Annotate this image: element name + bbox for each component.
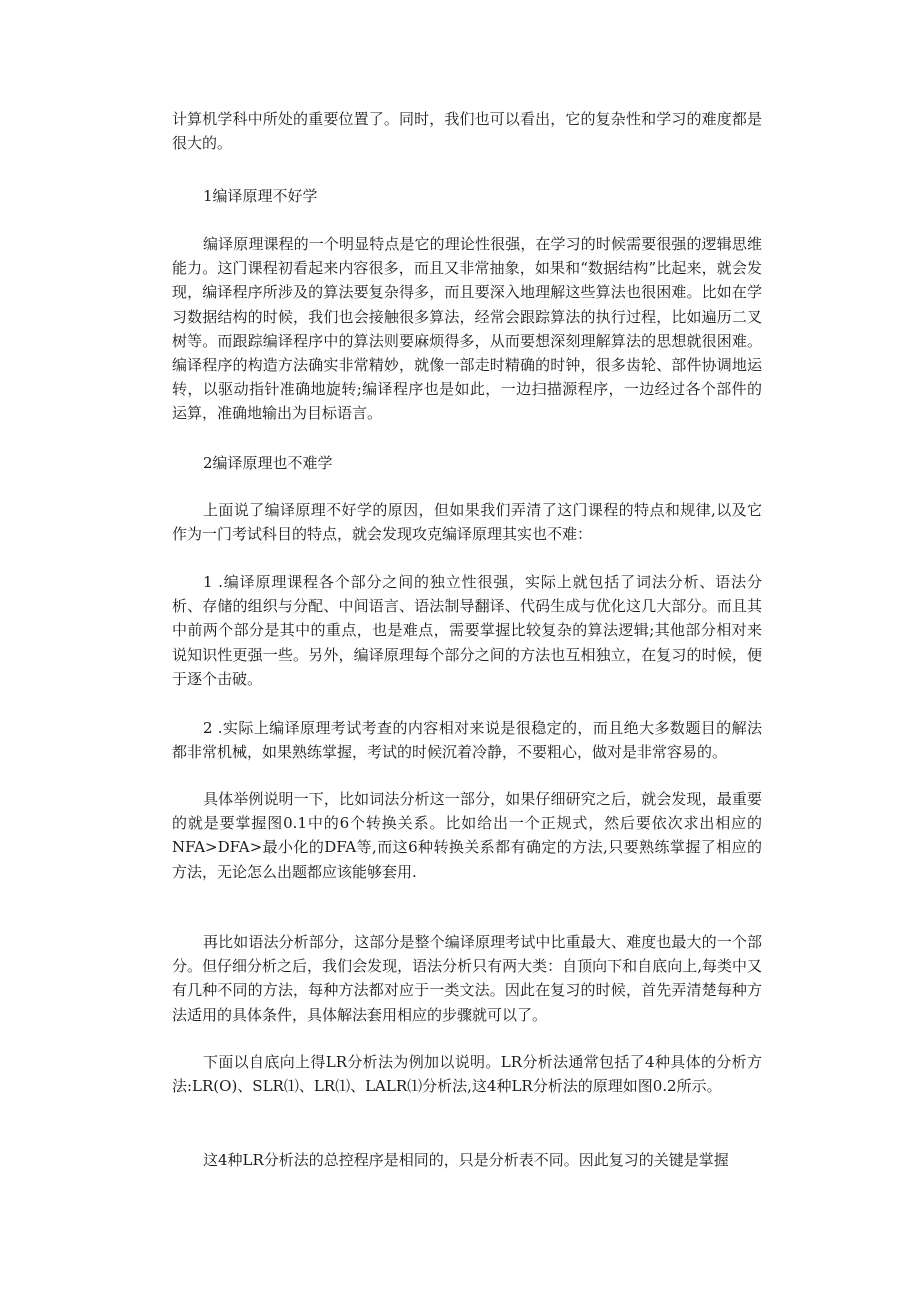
paragraph-syntax-analysis: 再比如语法分析部分，这部分是整个编译原理考试中比重最大、难度也最大的一个部分。但仔细分析之后，我们会发现，语法分析只有两大类：自顶向下和自底向上,每类中又有几种不同的方法，每种方法都对应于一类文法。因此在复习的时候，首先弄清楚每种方法适用的具体条件，具体解法套用相应的步骤就可以了。 <box>172 933 762 1024</box>
paragraph-difficulty: 编译原理课程的一个明显特点是它的理论性很强，在学习的时候需要很强的逻辑思维能力。这门课程初看起来内容很多，而且又非常抽象，如果和“数据结构”比起来，就会发现，编译程序所涉及的算法要复杂得多，而且要深入地理解这些算法也很困难。比如在学习数据结构的时候，我们也会接触很多算法，经常会跟踪算法的执行过程，比如遍历二叉树等。而跟踪编译程序中的算法则要麻烦得多，从而要想深刻理解算法的思想就很困难。编译程序的构造方法确实非常精妙，就像一部走时精确的时钟，很多齿轮、部件协调地运转，以驱动指针准确地旋转;编译程序也是如此，一边扫描源程序，一边经过各个部件的运算，准确地输出为目标语言。 <box>172 235 762 423</box>
paragraph-not-hard: 上面说了编译原理不好学的原因，但如果我们弄清了这门课程的特点和规律,以及它作为一门考试科目的特点，就会发现攻克编译原理其实也不难： <box>172 501 762 544</box>
paragraph-lexical-example: 具体举例说明一下，比如词法分析这一部分，如果仔细研究之后，就会发现，最重要的就是要掌握图0.1中的6个转换关系。比如给出一个正规式，然后要依次求出相应的NFA>DFA>最小化的DFA等,而这6种转换关系都有确定的方法,只要熟练掌握了相应的方法，无论怎么出题都应该能够套用. <box>172 790 762 881</box>
paragraph-point-1: 1 .编译原理课程各个部分之间的独立性很强，实际上就包括了词法分析、语法分析、存储的组织与分配、中间语言、语法制导翻译、代码生成与优化这几大部分。而且其中前两个部分是其中的重点，也是难点，需要掌握比较复杂的算法逻辑;其他部分相对来说知识性更强一些。另外，编译原理每个部分之间的方法也互相独立，在复习的时候，便于逐个击破。 <box>172 573 762 688</box>
paragraph-lr-methods: 下面以自底向上得LR分析法为例加以说明。LR分析法通常包括了4种具体的分析方法:LR(O)、SLR⑴、LR⑴、LALR⑴分析法,这4种LR分析法的原理如图0.2所示。 <box>172 1053 762 1096</box>
paragraph-point-2: 2 .实际上编译原理考试考查的内容相对来说是很稳定的，而且绝大多数题目的解法都非常机械，如果熟练掌握，考试的时候沉着冷静，不要粗心，做对是非常容易的。 <box>172 719 762 762</box>
section-heading-1: 1编译原理不好学 <box>203 187 318 205</box>
paragraph-lr-control: 这4种LR分析法的总控程序是相同的，只是分析表不同。因此复习的关键是掌握 <box>203 1151 729 1169</box>
paragraph-intro-continuation: 计算机学科中所处的重要位置了。同时，我们也可以看出，它的复杂性和学习的难度都是很大的。 <box>172 110 762 153</box>
section-heading-2: 2编译原理也不难学 <box>203 454 333 472</box>
